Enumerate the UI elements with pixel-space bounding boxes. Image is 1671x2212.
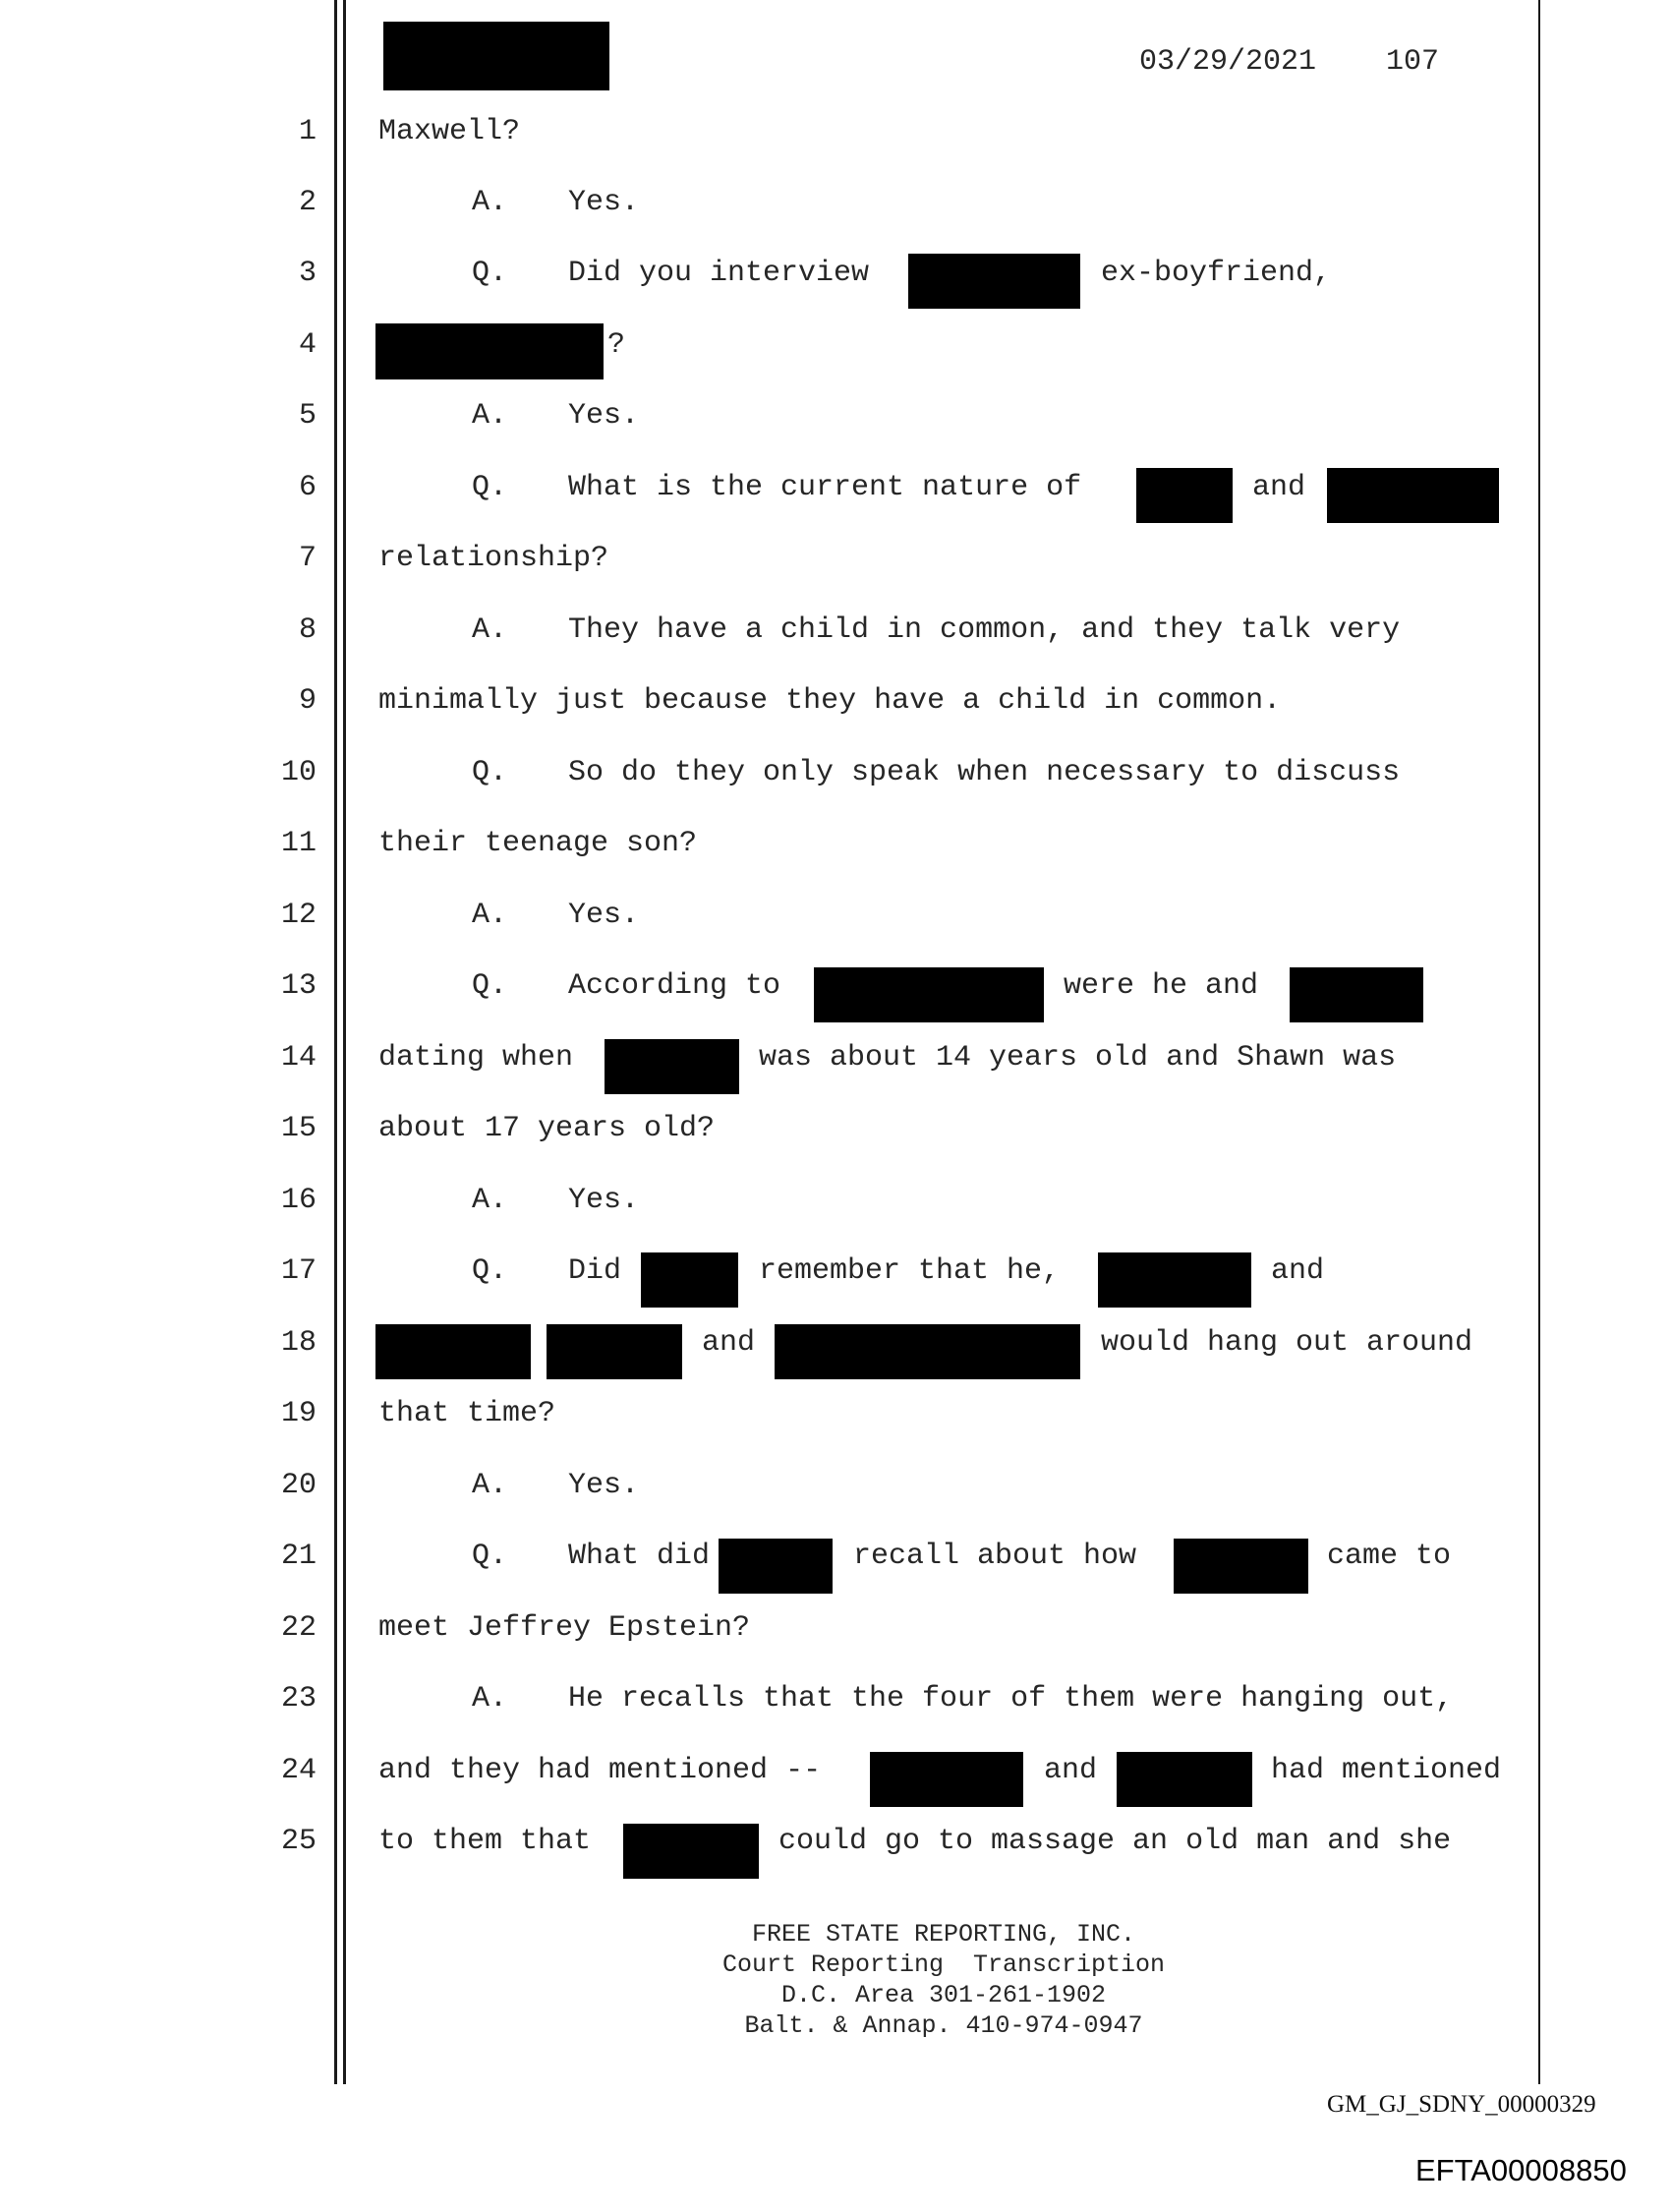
speaker-label: A.: [472, 613, 508, 647]
redaction-box: [641, 1252, 738, 1308]
redaction-box: [375, 323, 604, 379]
transcript-line-21-cont: recall about how: [853, 1540, 1137, 1573]
transcript-line-6-cont: and: [1252, 471, 1306, 504]
transcript-line-18-cont: would hang out around: [1101, 1326, 1473, 1360]
redaction-box: [1098, 1252, 1251, 1308]
efta-number: EFTA00008850: [1415, 2153, 1627, 2187]
transcript-line-1: Maxwell?: [378, 115, 521, 148]
transcript-line-22: meet Jeffrey Epstein?: [378, 1611, 751, 1645]
line-number: 22: [280, 1611, 317, 1645]
transcript-line-17: Did: [568, 1254, 622, 1288]
line-number: 20: [280, 1469, 317, 1502]
reporter-footer: [688, 1919, 1199, 2041]
transcript-date: 03/29/2021: [1139, 45, 1317, 79]
transcript-line-11: their teenage son?: [378, 827, 698, 860]
speaker-label: Q.: [472, 257, 508, 290]
line-number: 5: [298, 399, 317, 433]
transcript-line-24: and they had mentioned --: [378, 1754, 822, 1787]
transcript-line-23: He recalls that the four of them were hanging out,: [568, 1682, 1454, 1716]
transcript-line-5: Yes.: [568, 399, 640, 433]
transcript-line-25-cont: could go to massage an old man and she: [778, 1825, 1452, 1858]
line-number: 7: [298, 542, 317, 575]
left-margin-rule: [334, 0, 337, 2084]
speaker-label: A.: [472, 1469, 508, 1502]
line-number: 16: [280, 1184, 317, 1217]
speaker-label: A.: [472, 899, 508, 932]
line-number: 1: [298, 115, 317, 148]
line-number: 23: [280, 1682, 317, 1716]
redaction-box: [383, 22, 609, 90]
redaction-box: [1117, 1752, 1252, 1807]
line-number: 10: [280, 756, 317, 789]
reporting-company: FREE STATE REPORTING, INC.: [751, 1920, 1136, 1949]
speaker-label: Q.: [472, 969, 508, 1003]
transcript-line-14-cont: was about 14 years old and Shawn was: [759, 1041, 1397, 1075]
redaction-box: [814, 967, 1044, 1022]
line-number: 21: [280, 1540, 317, 1573]
line-number: 2: [298, 186, 317, 219]
transcript-line-16: Yes.: [568, 1184, 640, 1217]
redaction-box: [547, 1324, 682, 1379]
redaction-box: [375, 1324, 531, 1379]
redaction-box: [1327, 468, 1499, 523]
transcript-line-13-cont: were he and: [1064, 969, 1259, 1003]
transcript-line-18: and: [702, 1326, 756, 1360]
transcript-line-14: dating when: [378, 1041, 574, 1075]
line-number: 24: [280, 1754, 317, 1787]
redaction-box: [719, 1539, 833, 1594]
speaker-label: A.: [472, 1184, 508, 1217]
transcript-line-10: So do they only speak when necessary to discuss: [568, 756, 1401, 789]
line-number: 19: [280, 1397, 317, 1430]
speaker-label: A.: [472, 1682, 508, 1716]
page-number: 107: [1386, 45, 1440, 79]
transcript-line-3-cont: ex-boyfriend,: [1101, 257, 1332, 290]
bates-number: GM_GJ_SDNY_00000329: [1327, 2091, 1596, 2118]
transcript-line-19: that time?: [378, 1397, 556, 1430]
line-number: 25: [280, 1825, 317, 1858]
line-number: 13: [280, 969, 317, 1003]
redaction-box: [605, 1039, 739, 1094]
redaction-box: [908, 254, 1080, 309]
transcript-line-4: ?: [607, 328, 626, 362]
speaker-label: Q.: [472, 471, 508, 504]
transcript-line-12: Yes.: [568, 899, 640, 932]
dc-phone: D.C. Area 301-261-1902: [780, 1981, 1107, 2009]
redaction-box: [1174, 1539, 1308, 1594]
speaker-label: Q.: [472, 1540, 508, 1573]
transcript-line-3: Did you interview: [568, 257, 870, 290]
redaction-box: [870, 1752, 1023, 1807]
transcript-line-13: According to: [568, 969, 781, 1003]
speaker-label: A.: [472, 399, 508, 433]
transcript-line-20: Yes.: [568, 1469, 640, 1502]
redaction-box: [623, 1824, 759, 1879]
speaker-label: A.: [472, 186, 508, 219]
right-margin-rule: [1538, 0, 1540, 2084]
redaction-box: [1290, 967, 1423, 1022]
line-number: 14: [280, 1041, 317, 1075]
line-number: 17: [280, 1254, 317, 1288]
line-number: 12: [280, 899, 317, 932]
transcript-line-24-cont: and: [1044, 1754, 1098, 1787]
transcript-line-21-end: came to: [1327, 1540, 1452, 1573]
transcript-line-15: about 17 years old?: [378, 1112, 716, 1145]
balt-phone: Balt. & Annap. 410-974-0947: [744, 2011, 1143, 2040]
line-number: 15: [280, 1112, 317, 1145]
line-number: 4: [298, 328, 317, 362]
reporting-services: Court Reporting Transcription: [721, 1950, 1166, 1979]
transcript-line-17-cont: remember that he,: [759, 1254, 1061, 1288]
transcript-line-8: They have a child in common, and they talk very: [568, 613, 1401, 647]
line-number: 6: [298, 471, 317, 504]
transcript-line-2: Yes.: [568, 186, 640, 219]
line-number: 18: [280, 1326, 317, 1360]
speaker-label: Q.: [472, 756, 508, 789]
line-number: 3: [298, 257, 317, 290]
transcript-line-9: minimally just because they have a child in common.: [378, 684, 1282, 718]
redaction-box: [775, 1324, 1080, 1379]
line-number: 8: [298, 613, 317, 647]
transcript-line-17-end: and: [1271, 1254, 1325, 1288]
line-number: 11: [280, 827, 317, 860]
transcript-line-21: What did: [568, 1540, 711, 1573]
left-margin-rule-inner: [343, 0, 346, 2084]
transcript-line-25: to them that: [378, 1825, 592, 1858]
redaction-box: [1136, 468, 1233, 523]
transcript-line-24-end: had mentioned: [1271, 1754, 1502, 1787]
speaker-label: Q.: [472, 1254, 508, 1288]
transcript-line-7: relationship?: [378, 542, 609, 575]
transcript-line-6: What is the current nature of: [568, 471, 1082, 504]
line-number: 9: [298, 684, 317, 718]
